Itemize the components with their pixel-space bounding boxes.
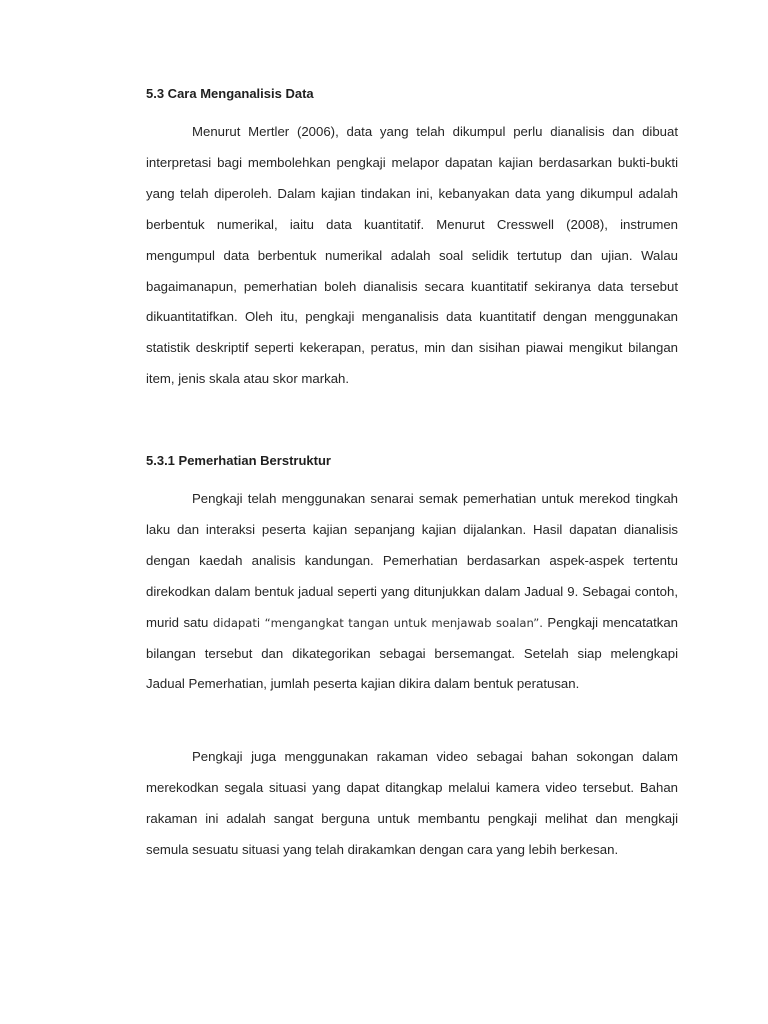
section-heading-5-3: 5.3 Cara Menganalisis Data (146, 86, 314, 101)
paragraph-structured-observation (146, 484, 678, 700)
paragraph-data-analysis: Menurut Mertler (2006), data yang telah dikumpul perlu dianalisis dan dibuat interpretasi bagi membolehkan pengkaji melapor dapatan kajian berdasarkan bukti-bukti yang telah diperoleh. Dalam kajian tindakan ini, kebanyakan data yang dikumpul adalah berbentuk numerikal, iaitu data kuantitatif. Menurut Cresswell (2008), instrumen mengumpul data berbentuk numerikal adalah soal selidik tertutup dan ujian. Walau bagaimanapun, pemerhatian boleh dianalisis secara kuantitatif sekiranya data tersebut dikuantitatifkan. Oleh itu, pengkaji menganalisis data kuantitatif dengan menggunakan statistik deskriptif seperti kekerapan, peratus, min dan sisihan piawai mengikut bilangan item, jenis skala atau skor markah. (146, 124, 678, 387)
quoted-observation: didapati “mengangkat tangan untuk menjawab soalan”. (212, 615, 543, 630)
paragraph-text-end: Pengkaji mencatatkan bilangan tersebut dan dikategorikan sebagai bersemangat. Setelah siap melengkapi Jadual Pemerhatian, jumlah peserta kajian dikira dalam bentuk peratusan. (146, 614, 679, 692)
section-heading-5-3-1: 5.3.1 Pemerhatian Berstruktur (146, 453, 331, 468)
paragraph-text-start: Pengkaji telah menggunakan senarai semak pemerhatian untuk merekod tingkah laku dan interaksi peserta kajian sepanjang kajian dijalankan. Hasil dapatan dianalisis dengan kaedah analisis kandungan. Pemerhatian berdasarkan aspek-aspek tertentu direkodkan dalam bentuk jadual seperti yang ditunjukkan dalam Jadual 9. Sebagai contoh, murid satu (146, 491, 678, 630)
paragraph-video-recording: Pengkaji juga menggunakan rakaman video sebagai bahan sokongan dalam merekodkan segala situasi yang dapat ditangkap melalui kamera video tersebut. Bahan rakaman ini adalah sangat berguna untuk membantu pengkaji melihat dan mengkaji semula sesuatu situasi yang telah dirakamkan dengan cara yang lebih berkesan. (146, 749, 678, 857)
